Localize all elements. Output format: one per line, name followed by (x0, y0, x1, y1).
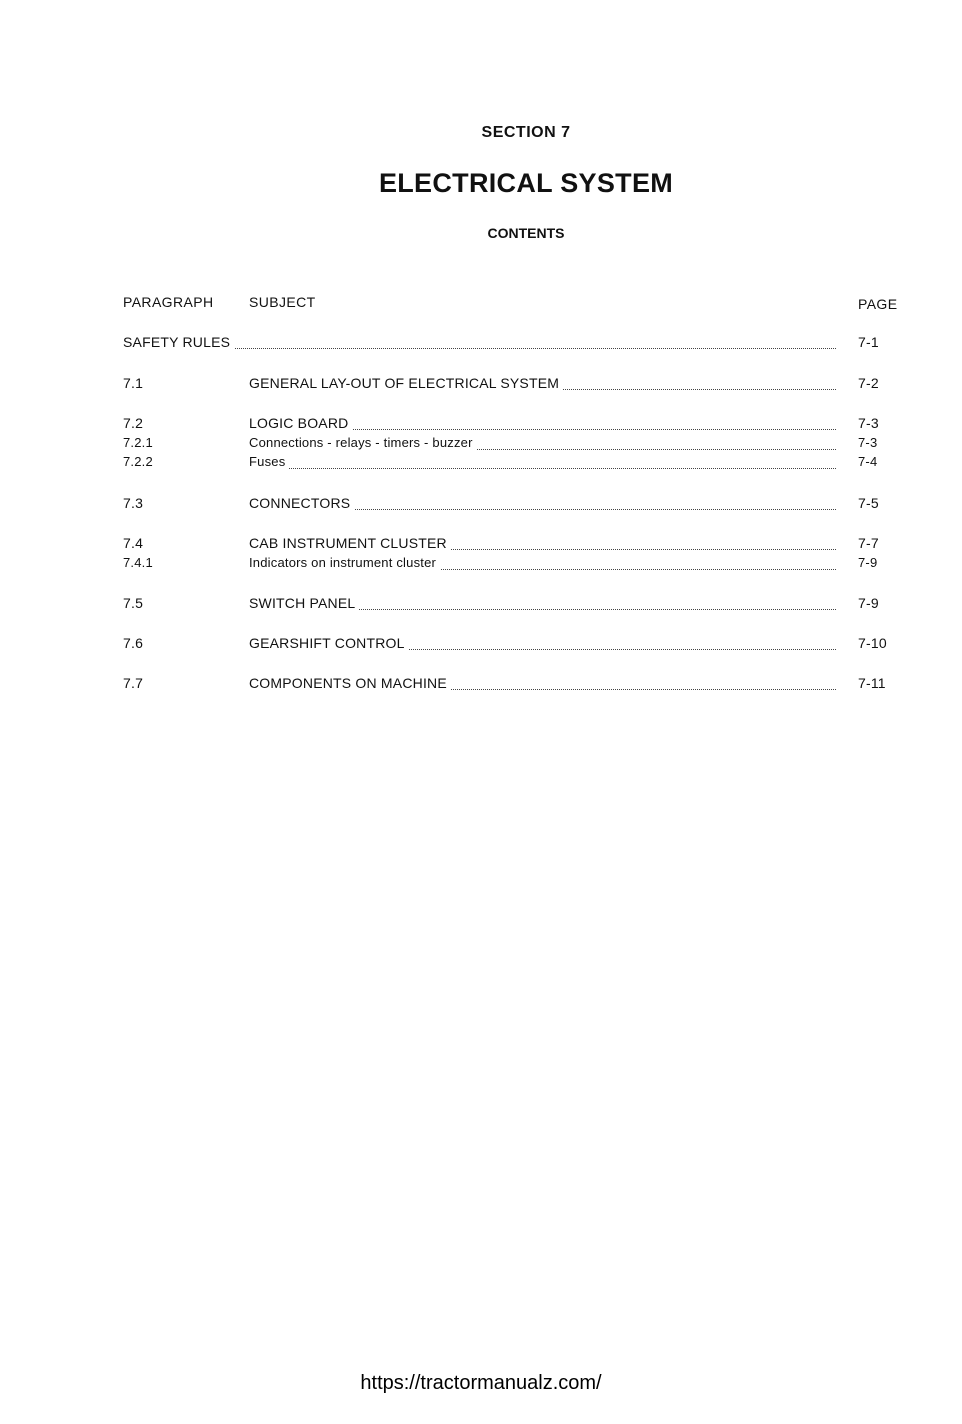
toc-leader (249, 375, 836, 395)
toc-leader (249, 435, 836, 455)
toc-page: 7-4 (858, 454, 878, 469)
toc-leader (249, 675, 836, 695)
toc-subject: SAFETY RULES (123, 334, 234, 350)
toc-number: 7.2 (123, 415, 144, 431)
toc-page: 7-11 (858, 675, 886, 691)
toc-subject: CAB INSTRUMENT CLUSTER (249, 535, 451, 551)
toc-subject: Connections - relays - timers - buzzer (249, 435, 477, 450)
toc-subject: LOGIC BOARD (249, 415, 352, 431)
section-label: SECTION 7 (481, 124, 571, 141)
toc-leader (249, 555, 836, 575)
toc-leader (249, 454, 836, 474)
column-header-subject: SUBJECT (249, 294, 316, 310)
toc-number: 7.3 (123, 495, 144, 511)
toc-page: 7-10 (858, 635, 887, 651)
toc-subject: SWITCH PANEL (249, 595, 359, 611)
toc-page: 7-1 (858, 334, 879, 350)
toc-entry-7-6 (123, 635, 903, 655)
toc-number: 7.1 (123, 375, 144, 391)
toc-subject: COMPONENTS ON MACHINE (249, 675, 451, 691)
footer-url: https://tractormanualz.com/ (360, 1372, 602, 1394)
toc-subject: Indicators on instrument cluster (249, 555, 440, 570)
toc-leader (249, 535, 836, 555)
toc-page: 7-9 (858, 555, 878, 570)
toc-page: 7-9 (858, 595, 879, 611)
toc-subject: Fuses (249, 454, 289, 469)
toc-entry-7-1 (123, 375, 903, 395)
toc-number: 7.2.2 (123, 454, 153, 469)
contents-label: CONTENTS (487, 225, 565, 241)
column-header-page: PAGE (858, 296, 898, 312)
toc-page: 7-2 (858, 375, 879, 391)
toc-entry-7-2-2 (123, 454, 903, 474)
toc-page: 7-3 (858, 435, 878, 450)
toc-leader (249, 595, 836, 615)
toc-entry-7-4 (123, 535, 903, 555)
toc-entry-7-7 (123, 675, 903, 695)
toc-leader (249, 635, 836, 655)
toc-number: 7.6 (123, 635, 144, 651)
toc-entry-safety-rules (123, 334, 903, 354)
toc-subject: GENERAL LAY-OUT OF ELECTRICAL SYSTEM (249, 375, 563, 391)
toc-page: 7-7 (858, 535, 879, 551)
toc-entry-7-3 (123, 495, 903, 515)
toc-number: 7.2.1 (123, 435, 153, 450)
toc-number: 7.4.1 (123, 555, 153, 570)
toc-number: 7.4 (123, 535, 144, 551)
toc-page: 7-3 (858, 415, 879, 431)
column-header-paragraph: PARAGRAPH (123, 294, 214, 310)
toc-entry-7-2 (123, 415, 903, 435)
toc-subject: GEARSHIFT CONTROL (249, 635, 409, 651)
toc-entry-7-2-1 (123, 435, 903, 455)
toc-entry-7-4-1 (123, 555, 903, 575)
toc-number: 7.7 (123, 675, 144, 691)
toc-leader (249, 415, 836, 435)
toc-subject: CONNECTORS (249, 495, 354, 511)
toc-page: 7-5 (858, 495, 879, 511)
toc-entry-7-5 (123, 595, 903, 615)
toc-number: 7.5 (123, 595, 144, 611)
document-title: ELECTRICAL SYSTEM (378, 168, 674, 198)
toc-leader (123, 334, 836, 354)
toc-leader (249, 495, 836, 515)
